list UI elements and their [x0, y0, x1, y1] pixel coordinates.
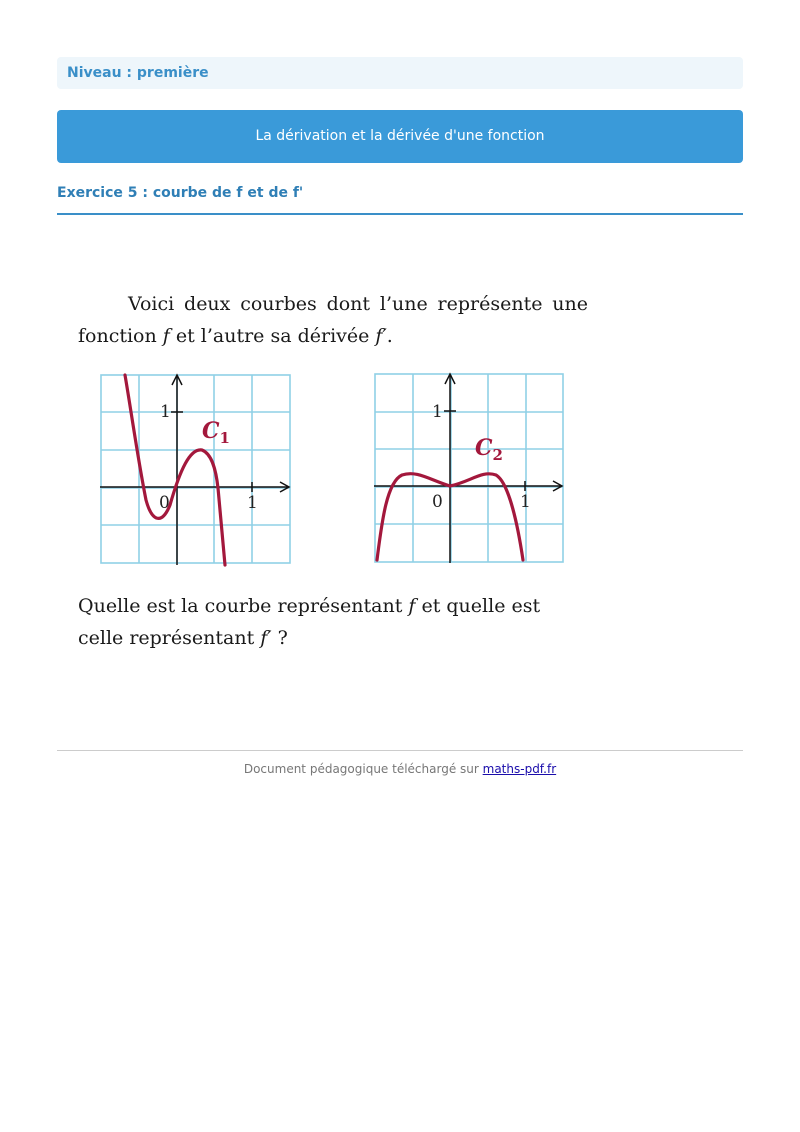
- level-label: Niveau : première: [57, 57, 743, 89]
- graph-c1: [98, 370, 298, 570]
- grid: [375, 374, 563, 562]
- origin-label: 0: [432, 492, 443, 512]
- x-tick-label: 1: [247, 493, 258, 513]
- footer-link[interactable]: maths-pdf.fr: [482, 762, 557, 776]
- curve-index: 1: [219, 429, 230, 447]
- y-tick-label: 1: [160, 402, 171, 422]
- footer: [57, 762, 743, 776]
- derivative-symbol: f′: [375, 325, 387, 347]
- function-symbol: f: [162, 325, 170, 347]
- function-symbol: f: [408, 595, 416, 617]
- footer-text: Document pédagogique téléchargé sur: [243, 762, 483, 776]
- curve-label-c1: [202, 418, 230, 447]
- curve-label-c2: [475, 435, 503, 464]
- graph-c2: [372, 370, 572, 570]
- statement-text: et l’autre sa dérivée: [169, 325, 376, 347]
- axes: [374, 374, 562, 563]
- exercise-question: [78, 590, 588, 654]
- derivative-symbol: f′: [260, 627, 272, 649]
- curve-index: 2: [492, 446, 503, 464]
- y-tick-label: 1: [432, 402, 443, 422]
- exercise-title: Exercice 5 : courbe de f et de f': [57, 185, 743, 215]
- exercise-statement: [78, 288, 588, 352]
- origin-label: 0: [159, 493, 170, 513]
- statement-text: Voici deux courbes dont l’une représente une fonction: [78, 293, 588, 347]
- curve-c1: [125, 375, 225, 565]
- question-text: et quelle est celle représentant: [78, 595, 541, 649]
- page-title: La dérivation et la dérivée d'une fonction: [57, 110, 743, 163]
- statement-text: .: [386, 325, 393, 347]
- footer-divider: [57, 750, 743, 751]
- question-text: ?: [271, 627, 288, 649]
- question-text: Quelle est la courbe représentant: [78, 595, 409, 617]
- curve-letter: C: [202, 418, 220, 444]
- curve-letter: C: [475, 435, 493, 461]
- x-tick-label: 1: [520, 492, 531, 512]
